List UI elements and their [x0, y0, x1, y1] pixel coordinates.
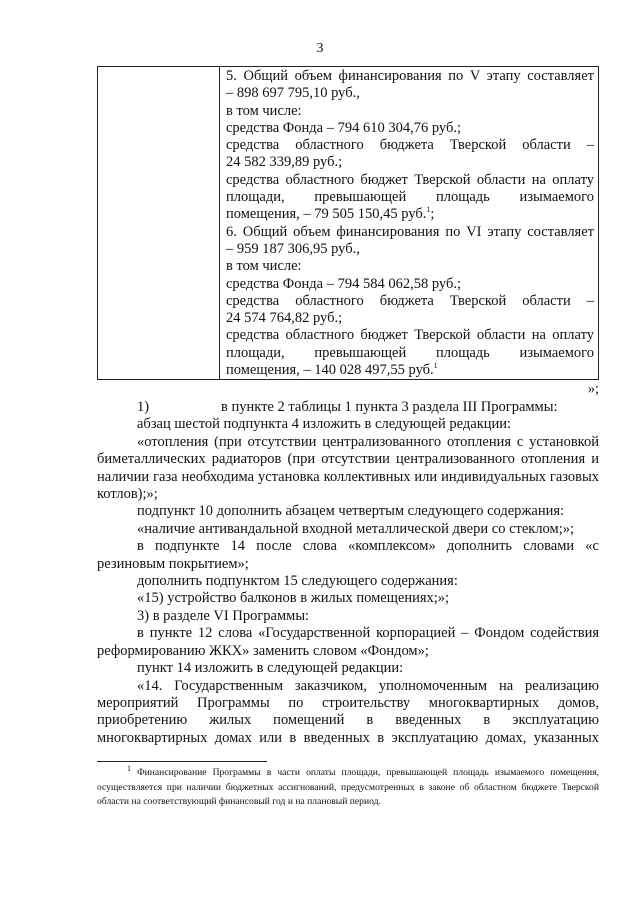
- table-line-punct: ;: [430, 206, 435, 223]
- table-line: средства областного бюджет Тверской области на оплату: [226, 171, 594, 188]
- footnote-separator: [97, 761, 267, 762]
- table-cell-empty: [98, 67, 220, 380]
- paragraph: абзац шестой подпункта 4 изложить в следующей редакции:: [137, 416, 512, 433]
- footnote-mark: 1: [127, 763, 131, 773]
- financing-table: [97, 66, 599, 380]
- table-line: 24 582 339,89 руб.;: [226, 154, 343, 171]
- table-line: 5. Общий объем финансирования по V этапу составляет: [226, 68, 594, 84]
- paragraph: «14. Государственным заказчиком, уполномоченным на реализацию мероприятий Программы по строительству многоквартирных домов, приобретению жилых помещений в введенных в эксплуатацию многоквартирных домах или в введенных в эксплуатацию домах, указанных: [97, 677, 599, 746]
- paragraph: «15) устройство балконов в жилых помещениях;»;: [137, 590, 450, 607]
- table-line: в том числе:: [226, 102, 302, 119]
- table-line: средства областного бюджета Тверской области –: [226, 137, 594, 154]
- table-line: площади, превышающей площадь изымаемого: [226, 344, 594, 361]
- table-line: – 959 187 306,95 руб.,: [226, 240, 360, 257]
- table-line: – 898 697 795,10 руб.,: [226, 85, 360, 102]
- table-line: в том числе:: [226, 258, 302, 275]
- paragraph: «наличие антивандальной входной металлической двери со стеклом;»;: [137, 520, 575, 537]
- page-number: 3: [316, 41, 324, 56]
- paragraph: пункт 14 изложить в следующей редакции:: [137, 660, 404, 677]
- footnote: [97, 763, 599, 810]
- paragraph: в подпункте 14 после слова «комплексом» дополнить словами «с резиновым покрытием»;: [97, 538, 599, 572]
- footnote-ref: 1: [426, 205, 431, 215]
- paragraph-text: в пункте 2 таблицы 1 пункта 3 раздела III Программы:: [221, 399, 558, 415]
- table-line: 6. Общий объем финансирования по VI этапу составляет: [226, 223, 594, 240]
- table-line: средства Фонда – 794 584 062,58 руб.;: [226, 275, 461, 292]
- table-line: [226, 206, 594, 223]
- table-row: [98, 67, 599, 380]
- table-line: средства Фонда – 794 610 304,76 руб.;: [226, 119, 461, 136]
- footnote-text: Финансирование Программы в части оплаты площади, превышающей площадь изымаемого помещения, осуществляется при наличии бюджетных ассигнований, предусмотренных в законе об областном бюджете Тверской области на соответствующий финансовый год и на плановый период.: [97, 767, 599, 808]
- paragraph: подпункт 10 дополнить абзацем четвертым следующего содержания:: [137, 503, 565, 520]
- table-line-text: помещения, – 140 028 497,55 руб.: [226, 362, 434, 379]
- table-line: средства областного бюджета Тверской области –: [226, 292, 594, 309]
- paragraph: дополнить подпунктом 15 следующего содержания:: [137, 573, 458, 590]
- table-cell-financing: [220, 67, 599, 380]
- table-line: площади, превышающей площадь изымаемого: [226, 189, 594, 206]
- closing-quote: »;: [587, 381, 599, 397]
- footnote-body: [97, 763, 599, 810]
- footnote-ref: 1: [433, 361, 438, 371]
- item-number: 1): [137, 399, 150, 415]
- paragraph: 3) в разделе VI Программы:: [137, 607, 310, 624]
- document-body: [97, 399, 599, 747]
- table-line: 24 574 764,82 руб.;: [226, 310, 343, 327]
- paragraph: «отопления (при отсутствии централизованного отопления с установкой биметаллических радиаторов (при отсутствии централизованного отопления и наличии газа необходима установка коллективных или индивидуальных газовых котлов);»;: [97, 433, 599, 503]
- paragraph: [97, 399, 599, 416]
- table-line-text: помещения, – 79 505 150,45 руб.: [226, 206, 427, 223]
- table-line: средства областного бюджет Тверской области на оплату: [226, 327, 594, 344]
- table-line: [226, 362, 594, 379]
- paragraph: в пункте 12 слова «Государственной корпорацией – Фондом содействия реформированию ЖКХ» заменить словом «Фондом»;: [97, 625, 599, 659]
